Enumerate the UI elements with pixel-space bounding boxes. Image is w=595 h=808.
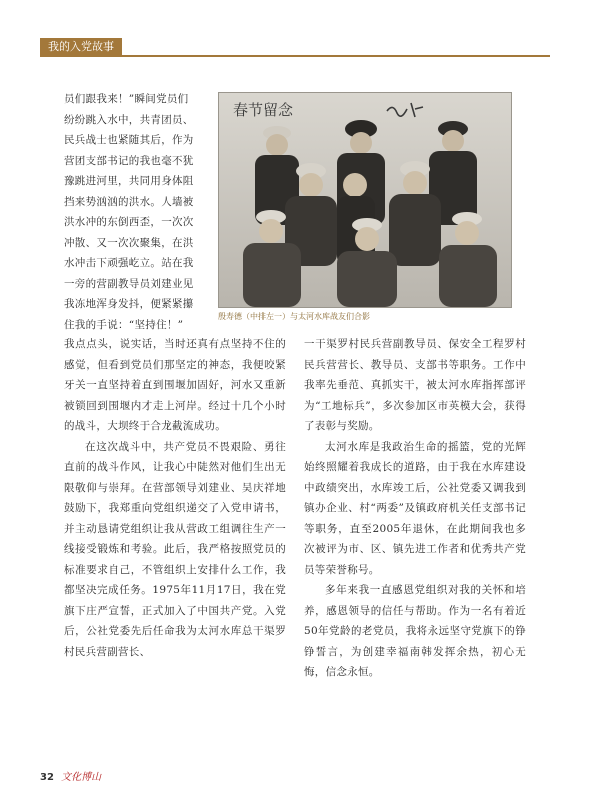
front-row	[243, 210, 497, 307]
photo-caption: 殷寿德（中排左一）与太河水库战友们合影	[218, 312, 370, 321]
left-top-line: 豫跳进河里，共同用身体阻	[64, 175, 194, 187]
section-tag: 我的入党故事	[40, 38, 122, 56]
left-top-line: 挡来势汹汹的洪水。人墙被	[64, 195, 194, 208]
left-top-line: 营团支部书记的我也毫不犹	[64, 154, 194, 167]
paragraph: 一干渠罗村民兵营副教导员、保安全工程罗村民兵营营长、教导员、支部书等职务。工作中我率先垂范、真抓实干，被太河水库指挥部评为“工地标兵”，多次参加区市英模大会，获得了表彰与奖励。	[304, 338, 526, 432]
left-top-line: 一旁的营副教导员刘建业见	[64, 277, 194, 290]
group-photo-image	[219, 93, 511, 307]
left-top-line: 民兵战士也紧随其后，作为	[64, 134, 194, 146]
page-footer	[40, 768, 101, 783]
magazine-name: 文化博山	[61, 772, 102, 783]
left-top-line: 纷纷跳入水中，共青团员、	[64, 113, 194, 126]
left-top-line: 我冻地浑身发抖，便紧紧攥	[64, 298, 194, 310]
paragraph: 在这次战斗中，共产党员不畏艰险、勇往直前的战斗作风，让我心中陡然对他们生出无限敬仰与崇拜。在营部领导刘建业、吴庆祥地鼓励下，我郑重向党组织递交了入党申请书，并主动恳请党组织让我从营政工组调往生产一线接受锻炼和考验。此后，我严格按照党员的标准要求自己，不管组织上安排什么工作，我都坚决完成任务。1975年11月17日，我在党旗下庄严宣誓，正式加入了中国共产党。入党后，公社党委先后任命我为太河水库总干渠罗村民兵营副营长、	[64, 440, 286, 658]
left-top-line: 洪水冲的东倒西歪，一次次	[64, 216, 194, 228]
paragraph: 我点点头，说实话，当时还真有点坚持不住的感觉，但看到党员们那坚定的神态，我便咬紧牙关一直坚持着直到围堰加固好，河水又重新被锁回到围堰内才走上河岸。经过十几个小时的战斗，大坝终于合龙截流成功。	[64, 338, 286, 432]
left-top-line: 水冲击下顽强屹立。站在我	[64, 257, 194, 269]
page-number: 32	[40, 772, 54, 783]
section-header	[40, 38, 550, 56]
paragraph: 多年来我一直感恩党组织对我的关怀和培养，感恩领导的信任与帮助。作为一名有着近50年党龄的老党员，我将永远坚守党旗下的铮铮誓言，为创建幸福南韩发挥余热，初心无悔，信念永恒。	[304, 584, 526, 678]
left-column-top	[64, 89, 214, 335]
right-column	[304, 334, 526, 683]
left-top-line: 冲散、又一次次聚集，在洪	[64, 236, 194, 249]
left-top-line: 员们跟我来！”瞬间党员们	[64, 93, 189, 105]
paragraph: 太河水库是我政治生命的摇篮，党的光辉始终照耀着我成长的道路，由于我在水库建设中政绩突出，水库竣工后，公社党委又调我到镇办企业、村“两委”及镇政府机关任支部书记等职务，直至2005年退休，在此期间我也多次被评为市、区、镇先进工作者和优秀共产党员等荣誉称号。	[304, 440, 526, 576]
left-column	[64, 334, 286, 662]
photo-inscription: 春节留念	[233, 101, 294, 119]
left-top-line: 住我的手说：“坚持住！”	[64, 318, 184, 331]
group-photo	[218, 92, 512, 308]
